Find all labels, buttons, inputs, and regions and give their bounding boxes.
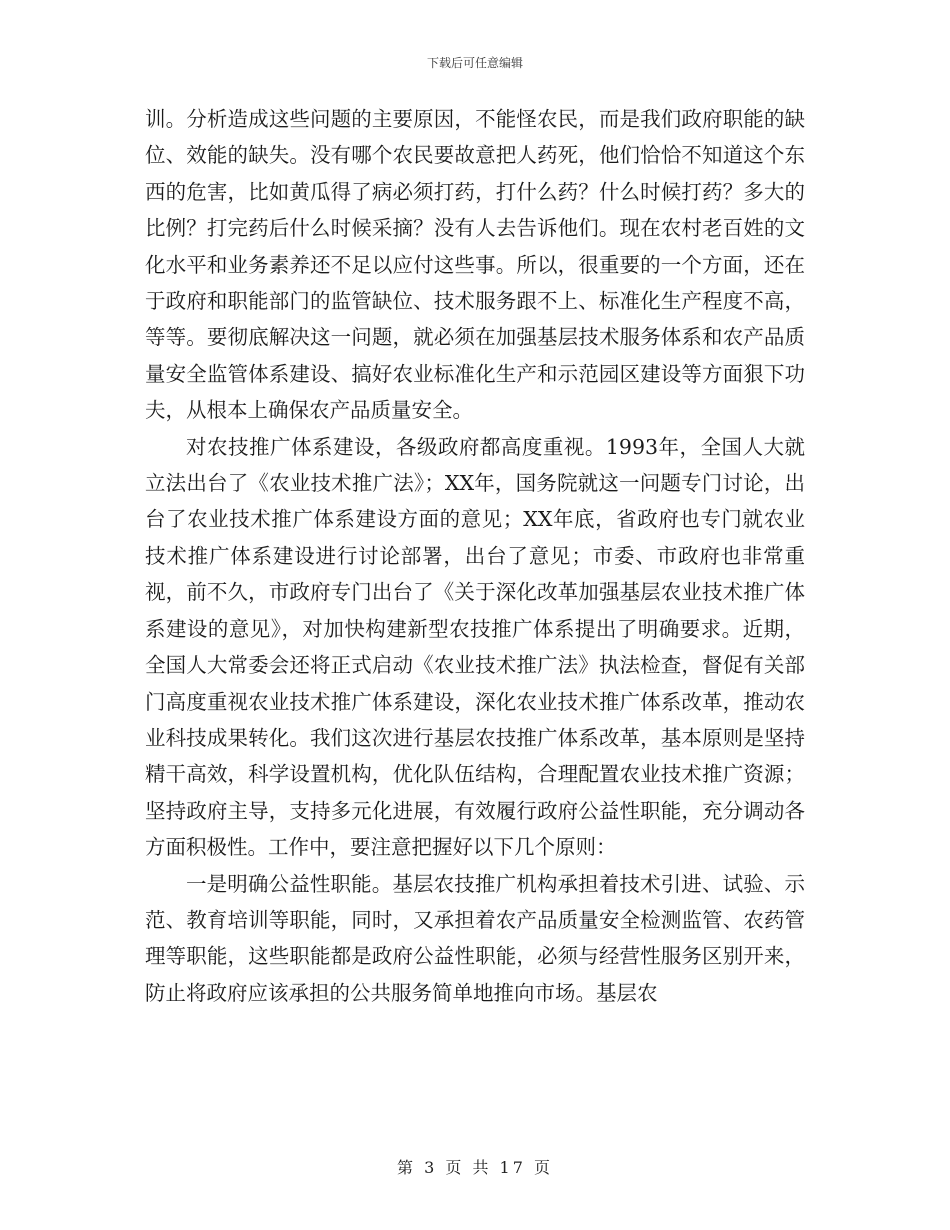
paragraph-3: 一是明确公益性职能。基层农技推广机构承担着技术引进、试验、示范、教育培训等职能，同时，又承担着农产品质量安全检测监管、农药管理等职能，这些职能都是政府公益性职能，必须与经营性服务区别开来，防止将政府应该承担的公共服务简单地推向市场。基层农: [145, 871, 805, 1005]
paragraph-2: 对农技推广体系建设，各级政府都高度重视。1993年，全国人大就立法出台了《农业技术推广法》；XX年，国务院就这一问题专门讨论，出台了农业技术推广体系建设方面的意见；XX年底，省政府也专门就农业技术推广体系建设进行讨论部署，出台了意见；市委、市政府也非常重视，前不久，市政府专门出台了《关于深化改革加强基层农业技术推广体系建设的意见》，对加快构建新型农技推广体系提出了明确要求。近期，全国人大常委会还将正式启动《农业技术推广法》执法检查，督促有关部门高度重视农业技术推广体系建设，深化农业技术推广体系改革，推动农业科技成果转化。我们这次进行基层农技推广体系改革，基本原则是坚持精干高效，科学设置机构，优化队伍结构，合理配置农业技术推广资源；坚持政府主导，支持多元化进展，有效履行政府公益性职能，充分调动各方面积极性。工作中，要注意把握好以下几个原则：: [145, 434, 805, 860]
page-footer: 第 3 页 共 17 页: [397, 1158, 553, 1177]
document-body: [145, 101, 805, 1011]
paragraph-1: 训。分析造成这些问题的主要原因，不能怪农民，而是我们政府职能的缺位、效能的缺失。没有哪个农民要故意把人药死，他们恰恰不知道这个东西的危害，比如黄瓜得了病必须打药，打什么药？什么时候打药？多大的比例？打完药后什么时候采摘？没有人去告诉他们。现在农村老百姓的文化水平和业务素养还不足以应付这些事。所以，很重要的一个方面，还在于政府和职能部门的监管缺位、技术服务跟不上、标准化生产程度不高，等等。要彻底解决这一问题，就必须在加强基层技术服务体系和农产品质量安全监管体系建设、搞好农业标准化生产和示范园区建设等方面狠下功夫，从根本上确保农产品质量安全。: [145, 107, 805, 423]
page-header: 下载后可任意编辑: [426, 56, 523, 70]
